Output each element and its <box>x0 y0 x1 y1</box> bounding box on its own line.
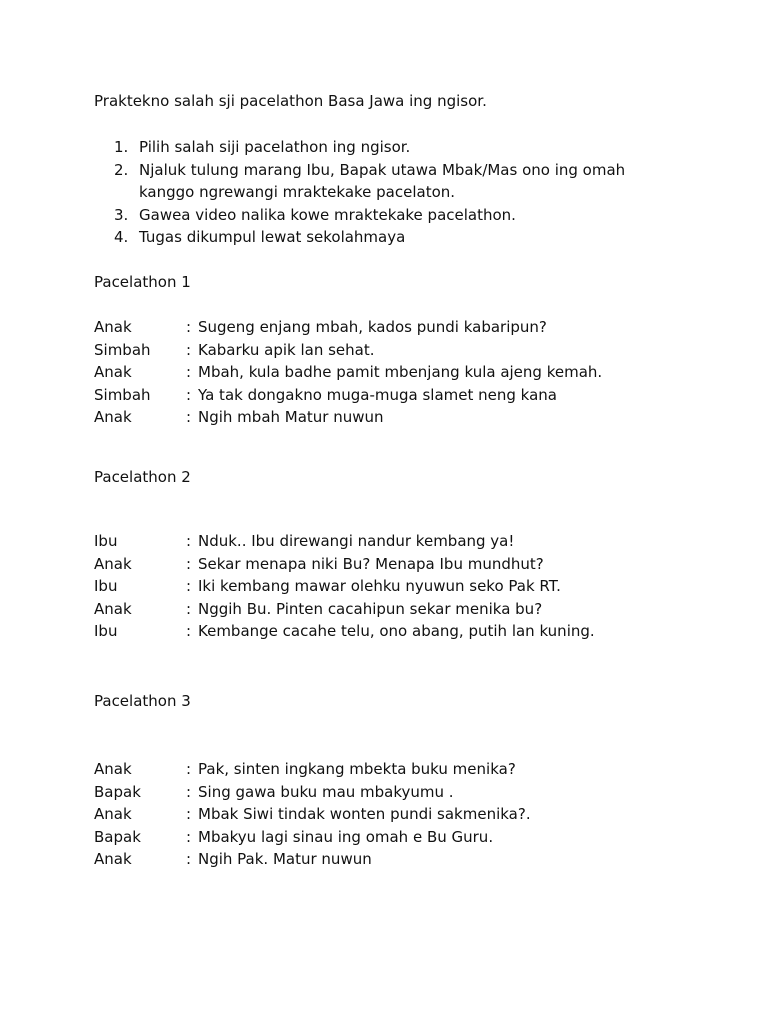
step-number: 4. <box>114 228 129 246</box>
speaker-name: Anak <box>94 363 132 382</box>
separator: : <box>186 385 192 404</box>
separator: : <box>186 363 192 382</box>
utterance: Sugeng enjang mbah, kados pundi kabaripun? <box>198 318 547 336</box>
separator: : <box>186 850 192 869</box>
dialog-line <box>94 384 714 407</box>
utterance: Sing gawa buku mau mbakyumu . <box>198 782 454 801</box>
speaker-name: Anak <box>94 805 132 824</box>
utterance: Mbah, kula badhe pamit mbenjang kula ajeng kemah. <box>198 363 603 382</box>
separator: : <box>186 577 192 596</box>
dialog-line <box>94 530 714 553</box>
dialog-block <box>94 530 714 643</box>
utterance: Kabarku apik lan sehat. <box>198 340 375 359</box>
step-number: 1. <box>114 138 129 156</box>
speaker-name: Anak <box>94 318 132 336</box>
speaker-name: Ibu <box>94 622 118 641</box>
step-number: 3. <box>114 205 129 224</box>
speaker-name: Simbah <box>94 385 151 404</box>
dialog-line <box>94 553 714 576</box>
dialog-line <box>94 575 714 598</box>
dialog-line <box>94 406 714 429</box>
speaker-name: Simbah <box>94 340 151 359</box>
speaker-name: Ibu <box>94 577 118 596</box>
dialog-title: Pacelathon 1 <box>94 273 191 291</box>
utterance: Sekar menapa niki Bu? Menapa Ibu mundhut? <box>198 554 544 573</box>
dialog-line <box>94 598 714 621</box>
speaker-name: Ibu <box>94 532 118 550</box>
separator: : <box>186 408 192 427</box>
speaker-name: Bapak <box>94 827 141 846</box>
separator: : <box>186 805 192 824</box>
instruction-list <box>94 136 714 249</box>
dialog-line <box>94 361 714 384</box>
utterance: Kembange cacahe telu, ono abang, putih lan kuning. <box>198 622 595 641</box>
step-text: Pilih salah siji pacelathon ing ngisor. <box>139 138 411 156</box>
separator: : <box>186 782 192 801</box>
utterance: Iki kembang mawar olehku nyuwun seko Pak RT. <box>198 577 561 596</box>
dialog-line <box>94 620 714 643</box>
instruction-step <box>94 159 714 204</box>
dialog-title: Pacelathon 2 <box>94 468 191 486</box>
separator: : <box>186 554 192 573</box>
separator: : <box>186 760 192 778</box>
intro-instruction: Praktekno salah sji pacelathon Basa Jawa ing ngisor. <box>94 92 487 110</box>
separator: : <box>186 318 192 336</box>
utterance: Pak, sinten ingkang mbekta buku menika? <box>198 760 516 778</box>
dialog-line <box>94 758 714 781</box>
dialog-line <box>94 781 714 804</box>
speaker-name: Anak <box>94 408 132 427</box>
utterance: Mbak Siwi tindak wonten pundi sakmenika?. <box>198 805 531 824</box>
speaker-name: Bapak <box>94 782 141 801</box>
separator: : <box>186 827 192 846</box>
separator: : <box>186 622 192 641</box>
step-text-continued: kanggo ngrewangi mraktekake pacelaton. <box>139 183 456 201</box>
utterance: Ngih mbah Matur nuwun <box>198 408 384 427</box>
speaker-name: Anak <box>94 850 132 869</box>
speaker-name: Anak <box>94 760 132 778</box>
dialog-line <box>94 316 714 339</box>
separator: : <box>186 599 192 618</box>
speaker-name: Anak <box>94 554 132 573</box>
step-text: Gawea video nalika kowe mraktekake pacelathon. <box>139 205 516 224</box>
separator: : <box>186 340 192 359</box>
dialog-title: Pacelathon 3 <box>94 692 191 710</box>
dialog-block <box>94 758 714 871</box>
step-text: Njaluk tulung marang Ibu, Bapak utawa Mbak/Mas ono ing omah <box>139 160 626 179</box>
dialog-line <box>94 826 714 849</box>
dialog-block <box>94 316 714 429</box>
utterance: Nggih Bu. Pinten cacahipun sekar menika bu? <box>198 599 543 618</box>
step-number: 2. <box>114 160 129 179</box>
instruction-step <box>94 136 714 159</box>
dialog-line <box>94 339 714 362</box>
utterance: Mbakyu lagi sinau ing omah e Bu Guru. <box>198 827 494 846</box>
utterance: Ya tak dongakno muga-muga slamet neng kana <box>198 385 557 404</box>
step-text: Tugas dikumpul lewat sekolahmaya <box>139 228 406 246</box>
separator: : <box>186 532 192 550</box>
utterance: Nduk.. Ibu direwangi nandur kembang ya! <box>198 532 515 550</box>
speaker-name: Anak <box>94 599 132 618</box>
dialog-line <box>94 848 714 871</box>
dialog-line <box>94 803 714 826</box>
instruction-step <box>94 226 714 249</box>
utterance: Ngih Pak. Matur nuwun <box>198 850 372 869</box>
instruction-step <box>94 204 714 227</box>
